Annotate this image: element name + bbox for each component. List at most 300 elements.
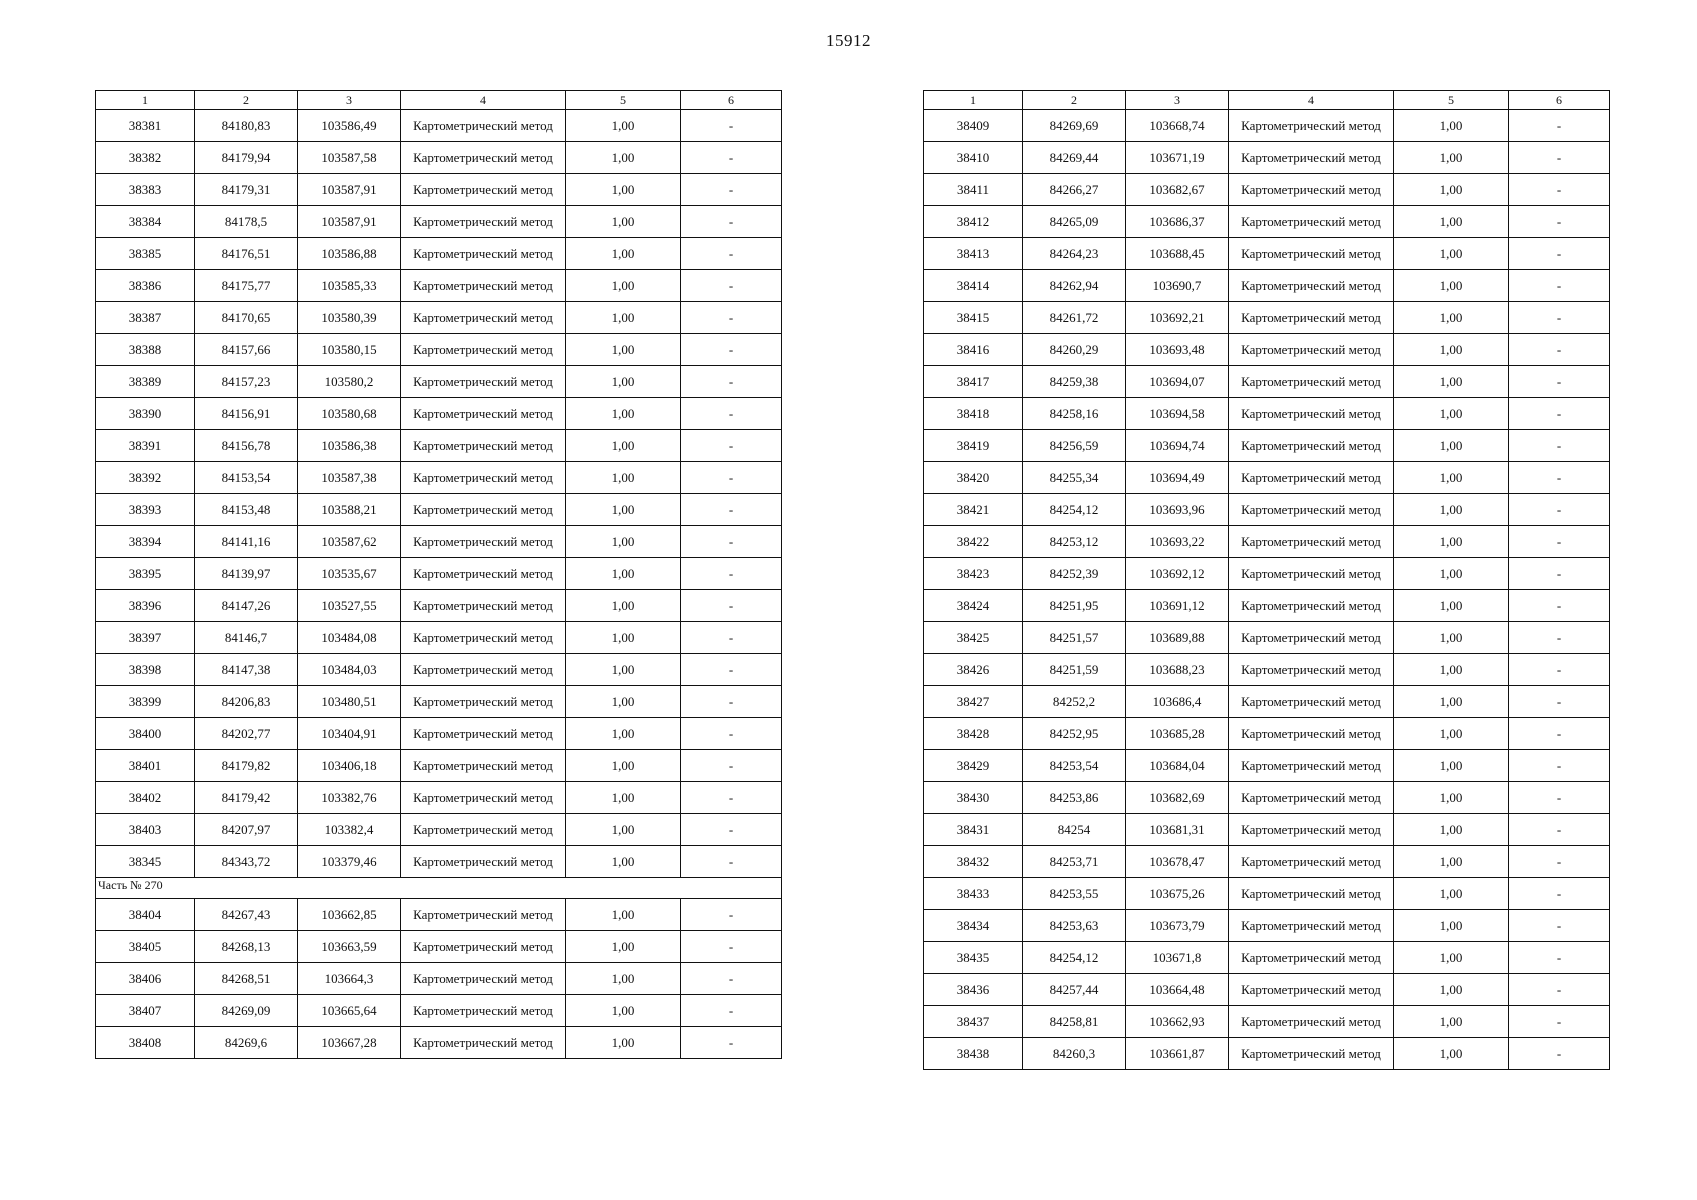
table-cell: -: [681, 718, 782, 750]
table-cell: 1,00: [1394, 334, 1509, 366]
table-cell: 84253,63: [1023, 910, 1126, 942]
table-row: [96, 238, 782, 270]
table-cell: 103587,58: [298, 142, 401, 174]
table-cell: 38413: [924, 238, 1023, 270]
table-cell: 1,00: [1394, 174, 1509, 206]
table-cell: -: [1509, 942, 1610, 974]
table-cell: 103692,12: [1126, 558, 1229, 590]
table-cell: 1,00: [1394, 142, 1509, 174]
table-cell: 103688,23: [1126, 654, 1229, 686]
table-row: [924, 206, 1610, 238]
table-cell: 84269,09: [195, 995, 298, 1027]
column-header: 5: [566, 91, 681, 110]
table-cell: -: [681, 494, 782, 526]
table-cell: 38398: [96, 654, 195, 686]
table-cell: 1,00: [566, 558, 681, 590]
table-row: [96, 654, 782, 686]
table-cell: 38425: [924, 622, 1023, 654]
table-row: [96, 398, 782, 430]
table-cell: 1,00: [566, 686, 681, 718]
table-row: [96, 1027, 782, 1059]
table-row: [924, 1038, 1610, 1070]
table-cell: 38411: [924, 174, 1023, 206]
table-cell: -: [681, 462, 782, 494]
table-cell: 38426: [924, 654, 1023, 686]
table-cell: 84252,2: [1023, 686, 1126, 718]
table-cell: Картометрический метод: [401, 206, 566, 238]
table-row: [96, 206, 782, 238]
table-cell: 84253,86: [1023, 782, 1126, 814]
table-cell: 84253,71: [1023, 846, 1126, 878]
table-cell: 103580,68: [298, 398, 401, 430]
table-row: [96, 302, 782, 334]
table-cell: 84175,77: [195, 270, 298, 302]
table-cell: -: [681, 334, 782, 366]
table-cell: 1,00: [1394, 654, 1509, 686]
table-cell: 1,00: [566, 622, 681, 654]
table-cell: 1,00: [566, 526, 681, 558]
table-cell: 84254,12: [1023, 494, 1126, 526]
table-cell: -: [681, 846, 782, 878]
column-header: 1: [96, 91, 195, 110]
table-cell: -: [681, 1027, 782, 1059]
table-cell: Картометрический метод: [401, 110, 566, 142]
table-cell: 103682,67: [1126, 174, 1229, 206]
table-cell: 1,00: [566, 142, 681, 174]
table-row: [96, 814, 782, 846]
table-cell: 1,00: [566, 654, 681, 686]
table-cell: 38419: [924, 430, 1023, 462]
table-cell: 38392: [96, 462, 195, 494]
table-cell: Картометрический метод: [401, 398, 566, 430]
table-cell: -: [1509, 814, 1610, 846]
table-row: [96, 558, 782, 590]
table-cell: Картометрический метод: [401, 1027, 566, 1059]
table-cell: 84253,54: [1023, 750, 1126, 782]
table-cell: 38393: [96, 494, 195, 526]
table-row: [924, 398, 1610, 430]
table-cell: 103663,59: [298, 931, 401, 963]
table-cell: Картометрический метод: [1229, 718, 1394, 750]
table-cell: 38416: [924, 334, 1023, 366]
table-cell: 38381: [96, 110, 195, 142]
table-cell: Картометрический метод: [1229, 526, 1394, 558]
table-cell: 103382,76: [298, 782, 401, 814]
table-cell: 103671,19: [1126, 142, 1229, 174]
table-cell: Картометрический метод: [1229, 942, 1394, 974]
table-cell: 38417: [924, 366, 1023, 398]
table-row: [924, 910, 1610, 942]
table-cell: 38395: [96, 558, 195, 590]
table-row: [924, 686, 1610, 718]
table-row: [96, 931, 782, 963]
table-cell: 84180,83: [195, 110, 298, 142]
table-cell: 1,00: [1394, 846, 1509, 878]
table-cell: 84157,23: [195, 366, 298, 398]
table-cell: 38436: [924, 974, 1023, 1006]
table-cell: Картометрический метод: [1229, 430, 1394, 462]
table-cell: Картометрический метод: [401, 462, 566, 494]
table-cell: 84156,78: [195, 430, 298, 462]
table-cell: Картометрический метод: [1229, 238, 1394, 270]
table-cell: 1,00: [1394, 110, 1509, 142]
table-cell: 38434: [924, 910, 1023, 942]
table-cell: 38400: [96, 718, 195, 750]
table-cell: 84176,51: [195, 238, 298, 270]
header-row: [96, 91, 782, 110]
table-cell: -: [681, 430, 782, 462]
table-cell: 1,00: [566, 1027, 681, 1059]
table-cell: 1,00: [1394, 910, 1509, 942]
table-cell: 1,00: [566, 238, 681, 270]
table-cell: Картометрический метод: [401, 430, 566, 462]
table-cell: 84253,55: [1023, 878, 1126, 910]
table-cell: 103587,38: [298, 462, 401, 494]
table-cell: 38432: [924, 846, 1023, 878]
table-cell: 103664,48: [1126, 974, 1229, 1006]
table-cell: 1,00: [1394, 462, 1509, 494]
table-cell: 84141,16: [195, 526, 298, 558]
table-cell: 103694,74: [1126, 430, 1229, 462]
table-cell: 84206,83: [195, 686, 298, 718]
table-cell: 84257,44: [1023, 974, 1126, 1006]
table-cell: Картометрический метод: [1229, 366, 1394, 398]
table-cell: 1,00: [1394, 590, 1509, 622]
table-cell: Картометрический метод: [1229, 174, 1394, 206]
table-cell: Картометрический метод: [401, 782, 566, 814]
table-row: [924, 590, 1610, 622]
table-cell: 103585,33: [298, 270, 401, 302]
table-cell: Картометрический метод: [401, 494, 566, 526]
table-cell: 1,00: [1394, 526, 1509, 558]
column-header: 1: [924, 91, 1023, 110]
coordinates-table-right: [923, 90, 1610, 1070]
table-cell: 84265,09: [1023, 206, 1126, 238]
table-cell: -: [681, 814, 782, 846]
table-cell: 103586,49: [298, 110, 401, 142]
table-cell: 84179,31: [195, 174, 298, 206]
table-cell: 1,00: [1394, 206, 1509, 238]
table-cell: 84251,95: [1023, 590, 1126, 622]
table-row: [924, 174, 1610, 206]
table-cell: Картометрический метод: [401, 718, 566, 750]
table-cell: Картометрический метод: [1229, 302, 1394, 334]
table-cell: 38418: [924, 398, 1023, 430]
table-cell: 103662,93: [1126, 1006, 1229, 1038]
table-cell: 38389: [96, 366, 195, 398]
table-cell: 103484,08: [298, 622, 401, 654]
table-cell: 103694,07: [1126, 366, 1229, 398]
table-cell: Картометрический метод: [1229, 814, 1394, 846]
table-cell: 38391: [96, 430, 195, 462]
table-cell: 1,00: [1394, 782, 1509, 814]
table-cell: 1,00: [1394, 558, 1509, 590]
table-cell: Картометрический метод: [401, 302, 566, 334]
table-cell: 1,00: [1394, 686, 1509, 718]
table-row: [96, 782, 782, 814]
table-cell: 38396: [96, 590, 195, 622]
table-cell: 1,00: [566, 110, 681, 142]
table-cell: 103586,38: [298, 430, 401, 462]
table-row: [96, 686, 782, 718]
table-cell: -: [1509, 494, 1610, 526]
table-cell: Картометрический метод: [401, 686, 566, 718]
table-cell: 84258,16: [1023, 398, 1126, 430]
table-cell: -: [1509, 558, 1610, 590]
table-row: [924, 238, 1610, 270]
table-cell: 103675,26: [1126, 878, 1229, 910]
table-cell: -: [1509, 686, 1610, 718]
table-cell: 103688,45: [1126, 238, 1229, 270]
table-cell: 84179,42: [195, 782, 298, 814]
table-cell: 38385: [96, 238, 195, 270]
table-cell: -: [1509, 526, 1610, 558]
table-cell: 103484,03: [298, 654, 401, 686]
table-cell: -: [1509, 462, 1610, 494]
table-cell: 1,00: [1394, 814, 1509, 846]
table-cell: 84269,44: [1023, 142, 1126, 174]
table-cell: 84146,7: [195, 622, 298, 654]
table-cell: -: [681, 686, 782, 718]
table-cell: -: [1509, 1006, 1610, 1038]
table-cell: Картометрический метод: [401, 174, 566, 206]
column-header: 4: [401, 91, 566, 110]
table-cell: 103379,46: [298, 846, 401, 878]
table-cell: -: [1509, 846, 1610, 878]
table-cell: -: [681, 622, 782, 654]
table-row: [96, 430, 782, 462]
table-cell: 38397: [96, 622, 195, 654]
table-cell: 84251,59: [1023, 654, 1126, 686]
table-cell: 1,00: [566, 494, 681, 526]
table-cell: 84260,3: [1023, 1038, 1126, 1070]
table-cell: -: [1509, 654, 1610, 686]
table-cell: -: [1509, 398, 1610, 430]
column-header: 6: [681, 91, 782, 110]
table-cell: 1,00: [566, 590, 681, 622]
table-cell: 1,00: [1394, 750, 1509, 782]
table-cell: 38433: [924, 878, 1023, 910]
table-row: [96, 750, 782, 782]
table-row: [924, 270, 1610, 302]
table-cell: 1,00: [566, 995, 681, 1027]
table-cell: 84252,95: [1023, 718, 1126, 750]
table-cell: 38415: [924, 302, 1023, 334]
table-cell: 103668,74: [1126, 110, 1229, 142]
table-cell: 103535,67: [298, 558, 401, 590]
table-cell: 84260,29: [1023, 334, 1126, 366]
table-cell: 84252,39: [1023, 558, 1126, 590]
table-cell: Картометрический метод: [401, 995, 566, 1027]
table-row: [924, 846, 1610, 878]
table-cell: -: [681, 206, 782, 238]
table-cell: Картометрический метод: [401, 590, 566, 622]
table-row: [96, 590, 782, 622]
table-cell: 103692,21: [1126, 302, 1229, 334]
table-cell: 103588,21: [298, 494, 401, 526]
table-row: [924, 430, 1610, 462]
table-cell: 103580,15: [298, 334, 401, 366]
table-cell: -: [681, 398, 782, 430]
table-cell: -: [1509, 622, 1610, 654]
table-cell: 103673,79: [1126, 910, 1229, 942]
table-cell: 103406,18: [298, 750, 401, 782]
table-cell: -: [681, 366, 782, 398]
table-cell: 38382: [96, 142, 195, 174]
table-cell: 103580,2: [298, 366, 401, 398]
table-cell: Картометрический метод: [401, 366, 566, 398]
table-cell: 38345: [96, 846, 195, 878]
table-cell: 1,00: [566, 430, 681, 462]
table-cell: -: [1509, 878, 1610, 910]
table-cell: -: [1509, 334, 1610, 366]
table-body: [96, 91, 782, 1059]
table-cell: 1,00: [566, 750, 681, 782]
table-cell: -: [1509, 238, 1610, 270]
section-row: [96, 878, 782, 899]
table-cell: -: [681, 931, 782, 963]
table-cell: -: [681, 526, 782, 558]
table-cell: Картометрический метод: [1229, 206, 1394, 238]
table-cell: 38383: [96, 174, 195, 206]
table-cell: 38386: [96, 270, 195, 302]
coordinates-table-left: [95, 90, 782, 1059]
table-row: [924, 366, 1610, 398]
table-cell: -: [1509, 366, 1610, 398]
table-row: [96, 899, 782, 931]
table-cell: 38394: [96, 526, 195, 558]
table-cell: 38438: [924, 1038, 1023, 1070]
table-cell: Картометрический метод: [1229, 398, 1394, 430]
table-cell: 38429: [924, 750, 1023, 782]
table-cell: 1,00: [1394, 974, 1509, 1006]
table-cell: Картометрический метод: [1229, 974, 1394, 1006]
table-cell: 84264,23: [1023, 238, 1126, 270]
table-cell: 38402: [96, 782, 195, 814]
table-row: [924, 974, 1610, 1006]
table-cell: 38428: [924, 718, 1023, 750]
table-cell: 1,00: [566, 963, 681, 995]
table-cell: 38421: [924, 494, 1023, 526]
table-cell: 84153,54: [195, 462, 298, 494]
column-header: 4: [1229, 91, 1394, 110]
table-row: [924, 462, 1610, 494]
table-row: [924, 878, 1610, 910]
table-cell: 38384: [96, 206, 195, 238]
table-cell: 1,00: [566, 462, 681, 494]
table-cell: 103671,8: [1126, 942, 1229, 974]
table-cell: Картометрический метод: [401, 142, 566, 174]
table-cell: 84156,91: [195, 398, 298, 430]
table-cell: -: [681, 174, 782, 206]
table-row: [924, 1006, 1610, 1038]
table-cell: -: [1509, 718, 1610, 750]
table-cell: Картометрический метод: [401, 963, 566, 995]
table-cell: 1,00: [566, 334, 681, 366]
table-row: [924, 334, 1610, 366]
table-cell: 1,00: [566, 718, 681, 750]
table-cell: 103587,91: [298, 174, 401, 206]
table-cell: 84266,27: [1023, 174, 1126, 206]
column-header: 3: [1126, 91, 1229, 110]
table-cell: 103690,7: [1126, 270, 1229, 302]
table-cell: 103686,4: [1126, 686, 1229, 718]
table-row: [96, 142, 782, 174]
table-cell: 38405: [96, 931, 195, 963]
table-cell: 38435: [924, 942, 1023, 974]
header-row: [924, 91, 1610, 110]
table-row: [96, 462, 782, 494]
table-cell: 38410: [924, 142, 1023, 174]
table-cell: 1,00: [1394, 302, 1509, 334]
table-cell: 103480,51: [298, 686, 401, 718]
table-cell: Картометрический метод: [401, 526, 566, 558]
table-cell: 84251,57: [1023, 622, 1126, 654]
table-cell: -: [1509, 750, 1610, 782]
table-cell: 1,00: [566, 814, 681, 846]
table-cell: -: [681, 558, 782, 590]
table-cell: 103694,58: [1126, 398, 1229, 430]
table-cell: -: [1509, 910, 1610, 942]
table-cell: 84207,97: [195, 814, 298, 846]
table-cell: 38420: [924, 462, 1023, 494]
table-cell: 38401: [96, 750, 195, 782]
table-cell: Картометрический метод: [1229, 750, 1394, 782]
table-cell: 84139,97: [195, 558, 298, 590]
table-cell: 38423: [924, 558, 1023, 590]
table-row: [96, 622, 782, 654]
table-cell: Картометрический метод: [401, 558, 566, 590]
table-cell: 84267,43: [195, 899, 298, 931]
table-cell: 1,00: [1394, 1006, 1509, 1038]
table-cell: 84254: [1023, 814, 1126, 846]
table-cell: 1,00: [1394, 238, 1509, 270]
table-cell: Картометрический метод: [1229, 1006, 1394, 1038]
table-cell: 103686,37: [1126, 206, 1229, 238]
table-cell: -: [681, 963, 782, 995]
table-cell: 1,00: [566, 302, 681, 334]
table-cell: 103691,12: [1126, 590, 1229, 622]
table-cell: 38407: [96, 995, 195, 1027]
table-cell: Картометрический метод: [401, 334, 566, 366]
table-row: [924, 558, 1610, 590]
table-cell: Картометрический метод: [1229, 494, 1394, 526]
table-cell: -: [1509, 1038, 1610, 1070]
table-cell: 103580,39: [298, 302, 401, 334]
table-cell: -: [1509, 174, 1610, 206]
table-row: [96, 334, 782, 366]
table-cell: 38437: [924, 1006, 1023, 1038]
table-cell: Картометрический метод: [401, 270, 566, 302]
table-cell: Картометрический метод: [401, 931, 566, 963]
table-cell: -: [681, 995, 782, 1027]
table-cell: Картометрический метод: [1229, 622, 1394, 654]
table-cell: 103665,64: [298, 995, 401, 1027]
table-cell: 1,00: [1394, 494, 1509, 526]
table-cell: Картометрический метод: [1229, 590, 1394, 622]
table-cell: 84256,59: [1023, 430, 1126, 462]
table-row: [924, 782, 1610, 814]
table-cell: 84253,12: [1023, 526, 1126, 558]
table-row: [96, 174, 782, 206]
table-row: [96, 718, 782, 750]
table-cell: 103587,62: [298, 526, 401, 558]
table-row: [924, 302, 1610, 334]
table-cell: 84202,77: [195, 718, 298, 750]
table-cell: 38414: [924, 270, 1023, 302]
table-cell: 84157,66: [195, 334, 298, 366]
table-cell: 38390: [96, 398, 195, 430]
